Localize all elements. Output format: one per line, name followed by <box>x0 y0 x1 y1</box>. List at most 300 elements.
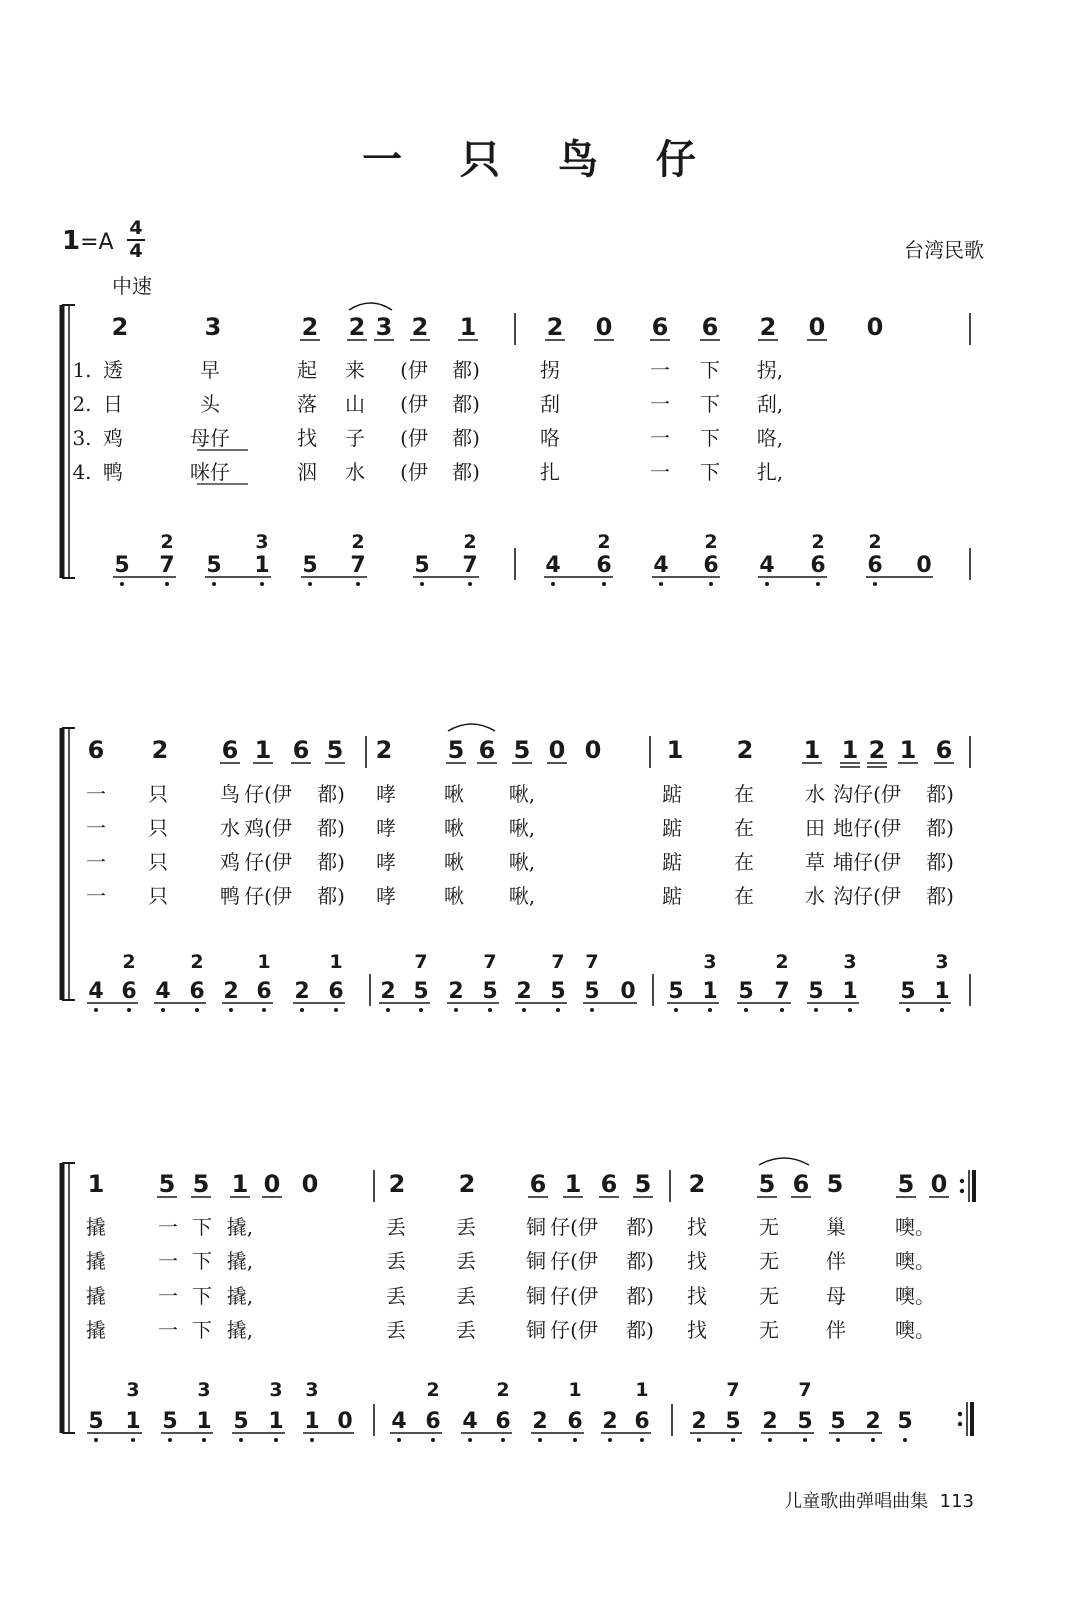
lyric-word: 3. <box>72 426 92 450</box>
lyric-word: 鸡(伊 <box>244 816 292 840</box>
lyric-word: 啾 <box>444 884 464 908</box>
chord-upper-note: 1 <box>635 1379 649 1401</box>
chord-upper-note: 3 <box>843 951 857 973</box>
chord-upper-note: 2 <box>868 531 882 553</box>
lyric-word: 刮 <box>540 392 560 416</box>
repeat-dot <box>958 1412 962 1416</box>
lyric-word: 子 <box>345 426 365 450</box>
melody-note: 2 <box>458 1170 476 1198</box>
lyric-word: 母仔 <box>190 426 230 450</box>
lyric-word: 都) <box>452 426 480 450</box>
bass-note: 2 <box>448 979 464 1004</box>
lyric-word: 伴 <box>826 1249 846 1273</box>
lyric-word: 在 <box>734 816 754 840</box>
low-octave-dot <box>260 582 264 586</box>
melody-note: 5 <box>192 1170 210 1198</box>
lyric-word: 一 <box>650 392 670 416</box>
chord-upper-note: 2 <box>190 951 204 973</box>
chord-upper-note: 1 <box>329 951 343 973</box>
melody-note: 1 <box>899 736 917 764</box>
lyric-word: 踮 <box>662 884 682 908</box>
lyric-word: 下 <box>192 1215 212 1239</box>
lyric-word: 扎, <box>756 460 784 484</box>
lyric-word: 无 <box>759 1215 779 1239</box>
lyric-word: 巢 <box>826 1215 846 1239</box>
bass-note: 6 <box>867 553 883 578</box>
lyric-word: 啾, <box>508 850 536 874</box>
lyric-word: 下 <box>192 1284 212 1308</box>
low-octave-dot <box>120 582 124 586</box>
lyric-word: 撬, <box>226 1249 254 1273</box>
lyric-word: 都) <box>452 392 480 416</box>
meter-bottom: 4 <box>129 240 143 262</box>
melody-note: 1 <box>459 313 477 341</box>
repeat-dot <box>960 1189 964 1193</box>
bass-note: 0 <box>620 979 636 1004</box>
lyric-word: 只 <box>148 816 168 840</box>
lyric-word: 都) <box>317 850 345 874</box>
bass-note: 1 <box>702 979 718 1004</box>
low-octave-dot <box>903 1438 907 1442</box>
melody-note: 6 <box>221 736 239 764</box>
lyric-word: 拐 <box>540 358 560 382</box>
low-octave-dot <box>573 1438 577 1442</box>
bass-note: 6 <box>810 553 826 578</box>
low-octave-dot <box>168 1438 172 1442</box>
lyric-word: 在 <box>734 850 754 874</box>
melody-note: 5 <box>447 736 465 764</box>
melody-note: 1 <box>803 736 821 764</box>
melody-note: 0 <box>595 313 613 341</box>
low-octave-dot <box>697 1438 701 1442</box>
lyric-word: 水 <box>805 884 825 908</box>
lyric-word: 撬, <box>226 1215 254 1239</box>
low-octave-dot <box>212 582 216 586</box>
melody-note: 6 <box>600 1170 618 1198</box>
lyric-word: 撬, <box>226 1284 254 1308</box>
melody-note: 5 <box>158 1170 176 1198</box>
lyric-word: 来 <box>345 358 365 382</box>
low-octave-dot <box>659 582 663 586</box>
melody-note: 2 <box>111 313 129 341</box>
bass-note: 5 <box>114 553 130 578</box>
low-octave-dot <box>768 1438 772 1442</box>
slur <box>759 1158 809 1165</box>
low-octave-dot <box>608 1438 612 1442</box>
book-title: 儿童歌曲弹唱曲集 <box>784 1491 929 1512</box>
lyric-word: 撬 <box>86 1215 106 1239</box>
melody-note: 2 <box>688 1170 706 1198</box>
low-octave-dot <box>420 582 424 586</box>
low-octave-dot <box>308 582 312 586</box>
lyric-word: 一 <box>86 850 106 874</box>
bass-note: 5 <box>550 979 566 1004</box>
bass-note: 5 <box>88 1409 104 1434</box>
chord-upper-note: 1 <box>568 1379 582 1401</box>
lyric-word: 起 <box>297 358 317 382</box>
low-octave-dot <box>816 582 820 586</box>
song-title: 一 只 鸟 仔 <box>362 137 718 183</box>
melody-note: 3 <box>204 313 222 341</box>
lyric-word: 下 <box>700 392 720 416</box>
key-equals: =A <box>80 230 114 255</box>
lyric-word: 仔(伊 <box>550 1215 598 1239</box>
melody-note: 0 <box>866 313 884 341</box>
chord-upper-note: 7 <box>551 951 565 973</box>
bass-note: 2 <box>602 1409 618 1434</box>
bass-note: 7 <box>462 553 478 578</box>
lyric-word: 下 <box>700 358 720 382</box>
melody-note: 6 <box>292 736 310 764</box>
lyric-word: 下 <box>192 1249 212 1273</box>
low-octave-dot <box>161 1008 165 1012</box>
lyric-word: 噢。 <box>895 1215 935 1239</box>
melody-note: 2 <box>411 313 429 341</box>
low-octave-dot <box>431 1438 435 1442</box>
bass-note: 6 <box>495 1409 511 1434</box>
lyric-word: 拐, <box>756 358 784 382</box>
melody-note: 0 <box>301 1170 319 1198</box>
lyric-word: 仔(伊 <box>244 782 292 806</box>
lyric-word: 都) <box>626 1318 654 1342</box>
bass-note: 1 <box>934 979 950 1004</box>
bass-note: 5 <box>413 979 429 1004</box>
bass-note: 7 <box>159 553 175 578</box>
lyric-word: 丢 <box>386 1318 406 1342</box>
lyric-word: 噢。 <box>895 1318 935 1342</box>
bass-note: 0 <box>337 1409 353 1434</box>
melody-note: 2 <box>151 736 169 764</box>
lyric-word: 落 <box>297 392 317 416</box>
lyric-word: 撬 <box>86 1284 106 1308</box>
lyric-word: 啾 <box>444 782 464 806</box>
low-octave-dot <box>94 1008 98 1012</box>
bass-note: 2 <box>294 979 310 1004</box>
lyric-word: 找 <box>687 1215 707 1239</box>
melody-note: 5 <box>326 736 344 764</box>
low-octave-dot <box>836 1438 840 1442</box>
lyric-word: 一 <box>86 782 106 806</box>
low-octave-dot <box>300 1008 304 1012</box>
lyric-word: 沟仔(伊 <box>833 782 901 806</box>
lyric-word: 无 <box>759 1249 779 1273</box>
bass-note: 1 <box>304 1409 320 1434</box>
low-octave-dot <box>538 1438 542 1442</box>
lyric-word: 鸡 <box>220 850 240 874</box>
lyric-word: (伊 <box>400 392 428 416</box>
melody-note: 6 <box>87 736 105 764</box>
low-octave-dot <box>356 582 360 586</box>
chord-upper-note: 3 <box>197 1379 211 1401</box>
low-octave-dot <box>731 1438 735 1442</box>
slur <box>448 724 495 731</box>
low-octave-dot <box>551 582 555 586</box>
lyric-word: 都) <box>626 1215 654 1239</box>
bass-note: 2 <box>380 979 396 1004</box>
lyric-word: 啾, <box>508 816 536 840</box>
lyric-word: 扎 <box>540 460 560 484</box>
chord-upper-note: 3 <box>269 1379 283 1401</box>
composer-credit: 台湾民歌 <box>904 238 984 262</box>
repeat-dot <box>958 1422 962 1426</box>
bass-note: 4 <box>462 1409 478 1434</box>
bass-note: 5 <box>584 979 600 1004</box>
bass-note: 4 <box>391 1409 407 1434</box>
bass-note: 1 <box>268 1409 284 1434</box>
melody-note: 0 <box>263 1170 281 1198</box>
lyric-word: 咯, <box>756 426 784 450</box>
lyric-word: 早 <box>200 358 220 382</box>
low-octave-dot <box>709 582 713 586</box>
lyric-word: 铜 <box>526 1318 546 1342</box>
lyric-word: 埔仔(伊 <box>833 850 901 874</box>
bass-note: 2 <box>223 979 239 1004</box>
lyric-word: 哮 <box>376 782 396 806</box>
low-octave-dot <box>602 582 606 586</box>
melody-note: 6 <box>935 736 953 764</box>
lyric-word: 啾 <box>444 816 464 840</box>
bass-note: 5 <box>206 553 222 578</box>
lyric-word: 噢。 <box>895 1249 935 1273</box>
slur <box>349 303 392 310</box>
bass-note: 2 <box>516 979 532 1004</box>
melody-note: 6 <box>792 1170 810 1198</box>
lyric-word: 水 <box>805 782 825 806</box>
lyric-word: 一 <box>650 460 670 484</box>
lyric-word: 母 <box>826 1284 846 1308</box>
lyric-word: 只 <box>148 850 168 874</box>
lyric-word: 下 <box>192 1318 212 1342</box>
bass-note: 5 <box>797 1409 813 1434</box>
bass-note: 6 <box>703 553 719 578</box>
low-octave-dot <box>94 1438 98 1442</box>
low-octave-dot <box>239 1438 243 1442</box>
lyric-word: 咪仔 <box>190 460 230 484</box>
chord-upper-note: 3 <box>703 951 717 973</box>
meter-top: 4 <box>129 217 143 239</box>
chord-upper-note: 1 <box>257 951 271 973</box>
low-octave-dot <box>780 1008 784 1012</box>
lyric-word: 都) <box>626 1249 654 1273</box>
page-footer <box>784 1487 974 1513</box>
bass-note: 5 <box>482 979 498 1004</box>
melody-note: 1 <box>87 1170 105 1198</box>
bass-note: 5 <box>808 979 824 1004</box>
bass-note: 1 <box>196 1409 212 1434</box>
bass-note: 5 <box>302 553 318 578</box>
bass-note: 5 <box>162 1409 178 1434</box>
bass-note: 5 <box>830 1409 846 1434</box>
lyric-word: 啾, <box>508 884 536 908</box>
low-octave-dot <box>940 1008 944 1012</box>
lyric-word: 都) <box>926 816 954 840</box>
lyric-word: 草 <box>805 850 825 874</box>
lyric-word: 都) <box>452 460 480 484</box>
lyric-word: 一 <box>158 1215 178 1239</box>
lyric-word: 在 <box>734 782 754 806</box>
chord-upper-note: 7 <box>483 951 497 973</box>
lyric-word: 田 <box>805 816 825 840</box>
melody-note: 5 <box>758 1170 776 1198</box>
melody-note: 2 <box>388 1170 406 1198</box>
lyric-word: 哮 <box>376 884 396 908</box>
lyric-word: 都) <box>317 782 345 806</box>
melody-note: 1 <box>564 1170 582 1198</box>
lyric-word: 一 <box>158 1284 178 1308</box>
lyric-word: 都) <box>317 884 345 908</box>
lyric-word: 都) <box>926 782 954 806</box>
lyric-word: 1. <box>72 358 92 382</box>
melody-note: 1 <box>841 736 859 764</box>
bass-note: 6 <box>121 979 137 1004</box>
low-octave-dot <box>419 1008 423 1012</box>
chord-upper-note: 2 <box>351 531 365 553</box>
lyric-word: 水 <box>220 816 240 840</box>
low-octave-dot <box>262 1008 266 1012</box>
low-octave-dot <box>334 1008 338 1012</box>
lyric-word: 啾, <box>508 782 536 806</box>
key-do: 1 <box>62 226 81 256</box>
chord-upper-note: 3 <box>126 1379 140 1401</box>
lyric-word: 仔(伊 <box>550 1284 598 1308</box>
bass-note: 4 <box>759 553 775 578</box>
bass-note: 5 <box>725 1409 741 1434</box>
low-octave-dot <box>906 1008 910 1012</box>
bass-note: 5 <box>414 553 430 578</box>
lyric-word: 水 <box>345 460 365 484</box>
bass-note: 6 <box>189 979 205 1004</box>
lyric-word: 刮, <box>756 392 784 416</box>
melody-note: 2 <box>868 736 886 764</box>
melody-note: 1 <box>666 736 684 764</box>
melody-note: 0 <box>808 313 826 341</box>
melody-note: 2 <box>546 313 564 341</box>
lyric-word: 丢 <box>456 1284 476 1308</box>
bass-note: 5 <box>900 979 916 1004</box>
bass-note: 4 <box>88 979 104 1004</box>
bass-note: 4 <box>545 553 561 578</box>
low-octave-dot <box>814 1008 818 1012</box>
lyric-word: 仔(伊 <box>550 1318 598 1342</box>
bass-note: 6 <box>567 1409 583 1434</box>
low-octave-dot <box>131 1438 135 1442</box>
melody-note: 2 <box>301 313 319 341</box>
melody-note: 2 <box>375 736 393 764</box>
lyric-word: 一 <box>86 884 106 908</box>
bass-note: 2 <box>762 1409 778 1434</box>
bass-note: 5 <box>668 979 684 1004</box>
lyric-word: 山 <box>345 392 365 416</box>
bass-note: 1 <box>125 1409 141 1434</box>
bass-note: 1 <box>842 979 858 1004</box>
chord-upper-note: 7 <box>726 1379 740 1401</box>
melody-note: 6 <box>478 736 496 764</box>
melody-note: 5 <box>634 1170 652 1198</box>
melody-note: 2 <box>759 313 777 341</box>
lyric-word: 找 <box>687 1249 707 1273</box>
chord-upper-note: 3 <box>305 1379 319 1401</box>
melody-note: 1 <box>231 1170 249 1198</box>
melody-note: 0 <box>584 736 602 764</box>
low-octave-dot <box>202 1438 206 1442</box>
bass-note: 2 <box>691 1409 707 1434</box>
low-octave-dot <box>397 1438 401 1442</box>
lyric-word: 无 <box>759 1318 779 1342</box>
lyric-word: 撬, <box>226 1318 254 1342</box>
lyric-word: 都) <box>626 1284 654 1308</box>
low-octave-dot <box>556 1008 560 1012</box>
low-octave-dot <box>468 582 472 586</box>
lyric-word: 踮 <box>662 850 682 874</box>
lyric-word: 踮 <box>662 782 682 806</box>
lyric-word: 只 <box>148 782 168 806</box>
lyric-word: 丢 <box>386 1249 406 1273</box>
chord-upper-note: 2 <box>811 531 825 553</box>
chord-upper-note: 2 <box>704 531 718 553</box>
page-number: 113 <box>939 1491 974 1512</box>
low-octave-dot <box>848 1008 852 1012</box>
lyric-word: 下 <box>700 460 720 484</box>
lyric-word: 都) <box>926 884 954 908</box>
bass-note: 6 <box>256 979 272 1004</box>
low-octave-dot <box>229 1008 233 1012</box>
chord-upper-note: 2 <box>426 1379 440 1401</box>
chord-upper-note: 7 <box>414 951 428 973</box>
tempo-marking: 中速 <box>112 274 152 298</box>
lyric-word: 撬 <box>86 1318 106 1342</box>
lyric-word: 丢 <box>386 1215 406 1239</box>
chord-upper-note: 2 <box>122 951 136 973</box>
bass-note: 5 <box>897 1409 913 1434</box>
lyric-word: 鸭 <box>103 460 123 484</box>
lyric-word: 鸟 <box>220 782 240 806</box>
chord-upper-note: 7 <box>585 951 599 973</box>
melody-note: 6 <box>529 1170 547 1198</box>
low-octave-dot <box>871 1438 875 1442</box>
low-octave-dot <box>640 1438 644 1442</box>
bass-note: 4 <box>653 553 669 578</box>
chord-upper-note: 3 <box>255 531 269 553</box>
lyric-word: 铜 <box>526 1284 546 1308</box>
lyric-word: 丢 <box>456 1249 476 1273</box>
low-octave-dot <box>195 1008 199 1012</box>
melody-note: 1 <box>254 736 272 764</box>
lyric-word: 仔(伊 <box>244 850 292 874</box>
lyric-word: 仔(伊 <box>244 884 292 908</box>
lyric-word: 找 <box>297 426 317 450</box>
low-octave-dot <box>274 1438 278 1442</box>
repeat-dot <box>960 1179 964 1183</box>
lyric-word: 4. <box>72 460 92 484</box>
low-octave-dot <box>590 1008 594 1012</box>
bass-note: 2 <box>532 1409 548 1434</box>
lyric-word: 踮 <box>662 816 682 840</box>
melody-note: 2 <box>348 313 366 341</box>
melody-note: 6 <box>651 313 669 341</box>
lyric-word: 丢 <box>456 1215 476 1239</box>
chord-upper-note: 3 <box>935 951 949 973</box>
lyric-word: 透 <box>103 358 123 382</box>
bass-note: 1 <box>254 553 270 578</box>
lyric-word: (伊 <box>400 358 428 382</box>
chord-upper-note: 7 <box>798 1379 812 1401</box>
low-octave-dot <box>468 1438 472 1442</box>
lyric-word: 头 <box>200 392 220 416</box>
lyric-word: 丢 <box>456 1318 476 1342</box>
lyric-word: 一 <box>86 816 106 840</box>
lyric-word: 找 <box>687 1318 707 1342</box>
lyric-word: 鸭 <box>220 884 240 908</box>
